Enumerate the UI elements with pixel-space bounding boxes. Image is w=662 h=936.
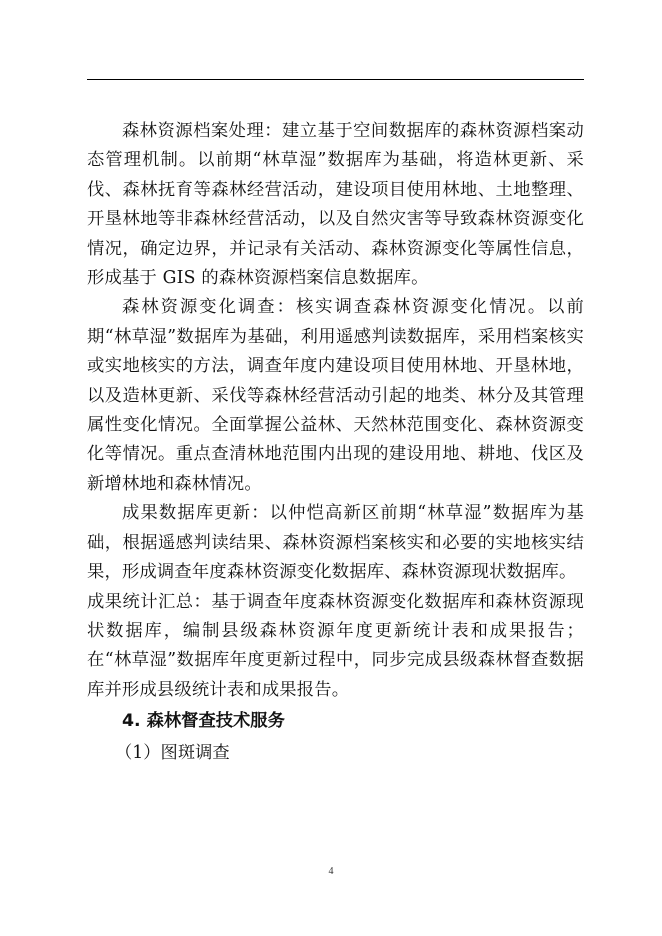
section-heading: 4. 森林督查技术服务 bbox=[122, 711, 285, 732]
paragraph-archive-processing: 森林资源档案处理：建立基于空间数据库的森林资源档案动态管理机制。以前期“林草湿”数据库为基础，将造林更新、采伐、森林抚育等森林经营活动，建设项目使用林地、土地整理、开垦林地等非森林经营活动，以及自然灾害等导致森林资源变化情况，确定边界，并记录有关活动、森林资源变化等属性信息，形成基于 GIS 的森林资源档案信息数据库。 bbox=[87, 121, 584, 289]
paragraph-database-update: 成果数据库更新：以仲恺高新区前期“林草湿”数据库为基础，根据遥感判读结果、森林资源档案核实和必要的实地核实结果，形成调查年度森林资源变化数据库、森林资源现状数据库。 bbox=[87, 503, 584, 583]
document-body bbox=[87, 117, 584, 768]
subsection-heading: （1）图斑调查 bbox=[115, 742, 230, 763]
page-number: 4 bbox=[328, 866, 334, 877]
paragraph-statistics-summary: 成果统计汇总：基于调查年度森林资源变化数据库和森林资源现状数据库，编制县级森林资源年度更新统计表和成果报告；在“林草湿”数据库年度更新过程中，同步完成县级森林督查数据库并形成县级统计表和成果报告。 bbox=[87, 591, 584, 700]
paragraph-change-survey: 森林资源变化调查：核实调查森林资源变化情况。以前期“林草湿”数据库为基础，利用遥感判读数据库，采用档案核实或实地核实的方法，调查年度内建设项目使用林地、开垦林地，以及造林更新、采伐等森林经营活动引起的地类、林分及其管理属性变化情况。全面掌握公益林、天然林范围变化、森林资源变化等情况。重点查清林地范围内出现的建设用地、耕地、伐区及新增林地和森林情况。 bbox=[87, 297, 584, 494]
header-rule bbox=[87, 79, 584, 80]
